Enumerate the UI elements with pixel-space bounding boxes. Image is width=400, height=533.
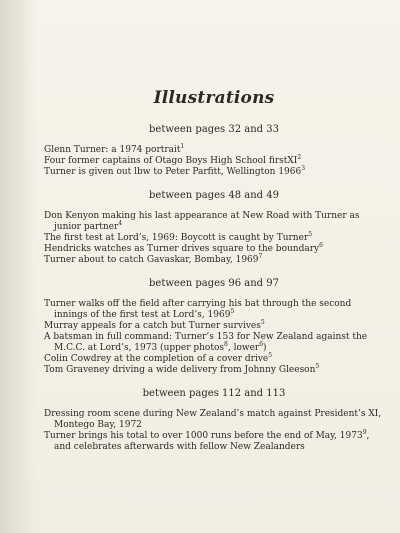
photo-credit-note: 6 [259, 341, 264, 348]
section-heading: between pages 32 and 33 [149, 124, 279, 135]
photo-credit-note: 4 [118, 220, 123, 227]
photo-credit-note: 9 [362, 429, 367, 436]
illustration-list [44, 299, 384, 376]
illustration-entry [44, 211, 384, 233]
photo-credit-note: 6 [319, 242, 323, 249]
illustration-entry [44, 145, 384, 156]
entry-text: Tom Graveney driving a wide delivery from Johnny Gleeson [44, 365, 316, 375]
section-heading: between pages 48 and 49 [149, 190, 279, 201]
entry-text: Dressing room scene during New Zealand’s match against President’s XI, Montego Bay, 1972 [44, 409, 382, 430]
page-content [44, 88, 384, 465]
entry-text: Don Kenyon making his last appearance at New Road with Turner as junior partner [44, 211, 360, 232]
entry-text: Murray appeals for a catch but Turner survives [44, 321, 261, 331]
entry-text: A batsman in full command: Turner’s 153 for New Zealand against the M.C.C. at Lord’s, 1973 (upper photos [44, 332, 368, 353]
photo-credit-note: 3 [301, 165, 306, 172]
illustration-entry [44, 255, 384, 266]
entry-text-continued: , lower [227, 343, 260, 353]
illustration-entry [44, 431, 384, 453]
illustration-entry [44, 233, 384, 244]
photo-credit-note: 5 [230, 308, 235, 315]
illustration-entry [44, 156, 384, 167]
illustration-entry [44, 244, 384, 255]
photo-credit-note: 2 [297, 154, 302, 161]
illustration-sections [44, 124, 384, 453]
illustration-entry [44, 409, 384, 431]
illustration-entry [44, 354, 384, 365]
illustration-list [44, 211, 384, 266]
photo-credit-note: 5 [315, 363, 320, 370]
entry-text: Turner about to catch Gavaskar, Bombay, 1969 [44, 255, 259, 265]
entry-closing: ) [263, 343, 267, 353]
entry-text: Turner brings his total to over 1000 runs before the end of May, 1973 [44, 431, 363, 441]
illustration-section [44, 388, 384, 453]
entry-text: Turner is given out lbw to Peter Parfitt, Wellington 1966 [44, 167, 302, 177]
entry-text: Hendricks watches as Turner drives square to the boundary [44, 244, 320, 254]
page-title: Illustrations [153, 88, 275, 108]
illustration-list [44, 409, 384, 453]
entry-text: Four former captains of Otago Boys High School firstXI [44, 156, 298, 166]
illustration-entry [44, 167, 384, 178]
photo-credit-note: 5 [268, 352, 273, 359]
entry-text: Colin Cowdrey at the completion of a cover drive [44, 354, 269, 364]
photo-credit-note: 8 [224, 341, 228, 348]
illustration-entry [44, 332, 384, 354]
photo-credit-note: 5 [308, 231, 313, 238]
illustration-section [44, 124, 384, 178]
illustration-section [44, 190, 384, 266]
illustration-list [44, 145, 384, 178]
entry-text-continued: , and celebrates afterwards with fellow New Zealanders [54, 431, 370, 452]
photo-credit-note: 1 [180, 143, 185, 150]
illustration-entry [44, 321, 384, 332]
illustration-section [44, 278, 384, 376]
photo-credit-note: 7 [258, 253, 263, 260]
page-gutter-shadow [0, 0, 36, 533]
illustration-entry [44, 299, 384, 321]
entry-text: Turner walks off the field after carrying his bat through the second innings of the first test at Lord’s, 1969 [44, 299, 352, 320]
illustration-entry [44, 365, 384, 376]
entry-text: Glenn Turner: a 1974 portrait [44, 145, 181, 155]
section-heading: between pages 96 and 97 [149, 278, 279, 289]
entry-text: The first test at Lord’s, 1969: Boycott is caught by Turner [44, 233, 309, 243]
photo-credit-note: 5 [260, 319, 265, 326]
section-heading: between pages 112 and 113 [142, 388, 286, 399]
